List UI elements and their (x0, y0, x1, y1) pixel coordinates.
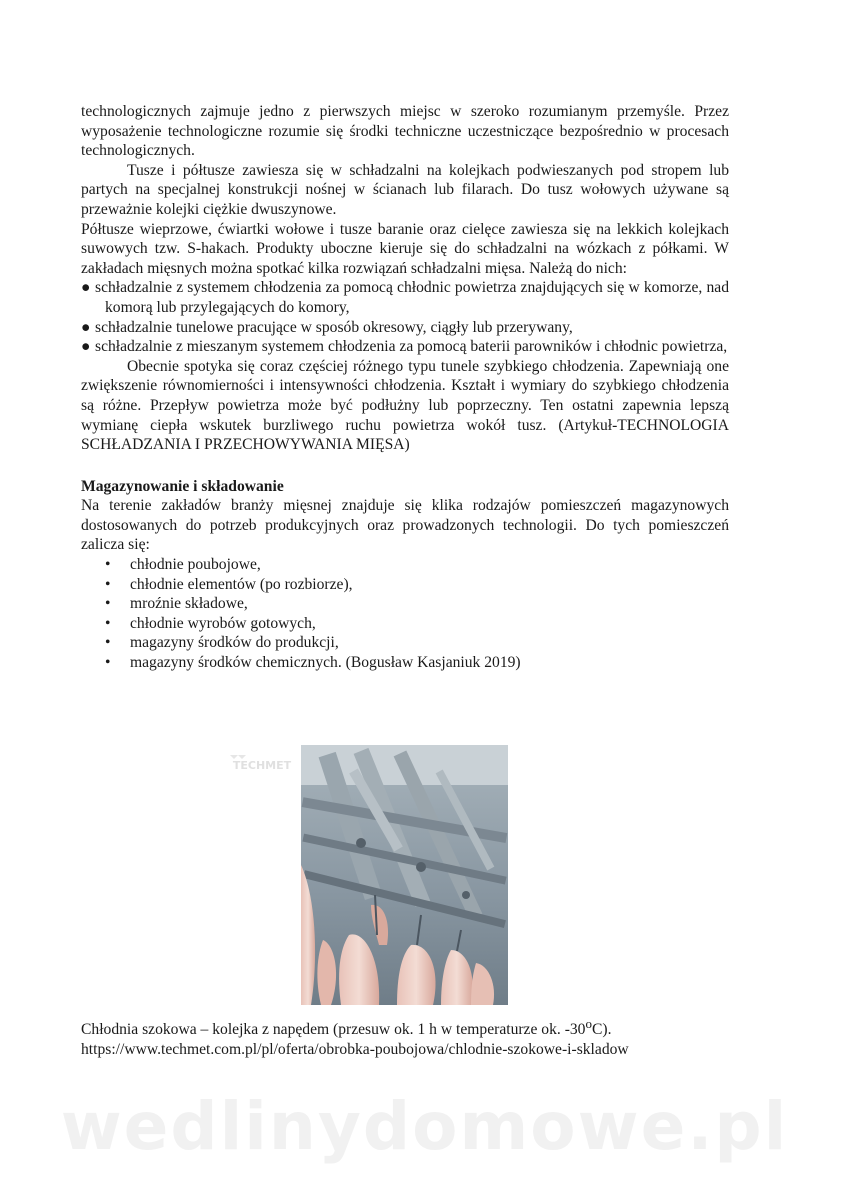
section-heading: Magazynowanie i składowanie (81, 477, 284, 495)
caption-text: Chłodnia szokowa – kolejka z napędem (przesuw ok. 1 h w temperaturze ok. -30 (81, 1021, 586, 1039)
list-item (81, 633, 729, 653)
list-item-text: schładzalnie z systemem chłodzenia za pomocą chłodnic powietrza znajdujących się w komorze, nad komorą lub przylegających do komory, (95, 279, 729, 316)
caption-text-end: C). (591, 1021, 612, 1039)
document-body (81, 102, 729, 673)
list-item-text: schładzalnie z mieszanym systemem chłodzenia za pomocą baterii parowników i chłodnic powietrza, (95, 338, 728, 356)
paragraph-half-carcass: Półtusze wieprzowe, ćwiartki wołowe i tusze baranie oraz cielęce zawiesza się na lekkich kolejkach suwowych tzw. S-hakach. Produkty uboczne kieruje się do schładzalni na wózkach z półkami. W zakładach mięsnych można spotkać kilka rozwiązań schładzalni mięsa. Należą do nich: (81, 220, 729, 277)
list-item (81, 318, 729, 338)
list-item-text: magazyny środków chemicznych. (Bogusław Kasjaniuk 2019) (130, 654, 521, 672)
section-intro: Na terenie zakładów branży mięsnej znajduje się klika rodzajów pomieszczeń magazynowych dostosowanych do potrzeb produkcyjnych oraz prowadzonych technologii. Do tych pomieszczeń zalicza się: (81, 497, 729, 554)
chiller-types-list (81, 278, 729, 356)
paragraph-tunnels: Obecnie spotyka się coraz częściej różnego typu tunele szybkiego chłodzenia. Zapewniają one zwiększenie równomierności i intensywności chłodzenia. Kształt i wymiary do szybkiego chłodzenia są różne. Przepływ powietrza może być podłużny lub poprzeczny. Ten ostatni zapewnia lepszą wymianę ciepła wskutek burzliwego ruchu powietrza wokół tusz. (Artykuł-TECHNOLOGIA SCHŁADZANIA I PRZECHOWYWANIA MIĘSA) (81, 357, 729, 454)
techmet-logo (228, 749, 292, 773)
list-item (81, 278, 729, 317)
logo-text: TECHMET (232, 759, 292, 772)
bullet-icon: • (105, 634, 111, 652)
list-item-text: chłodnie poubojowe, (130, 556, 261, 574)
paragraph-carcass-hanging: Tusze i półtusze zawiesza się w schładzalni na kolejkach podwieszanych pod stropem lub partych na specjalnej konstrukcji nośnej w ścianach lub filarach. Do tusz wołowych używane są przeważnie kolejki ciężkie dwuszynowe. (81, 161, 729, 218)
watermark: wedlinydomowe.pl (60, 1088, 789, 1165)
list-item (81, 337, 729, 357)
caption-line (81, 1014, 781, 1040)
bullet-icon: • (105, 575, 111, 593)
cold-room-rail-illustration (301, 745, 508, 1005)
list-item (81, 575, 729, 595)
figure-caption (81, 1014, 781, 1060)
bullet-icon: ● (81, 338, 91, 356)
bullet-icon: • (105, 595, 111, 613)
list-item (81, 594, 729, 614)
source-url: https://www.techmet.com.pl/pl/oferta/obrobka-poubojowa/chlodnie-szokowe-i-skladow (81, 1041, 629, 1059)
bullet-icon: ● (81, 318, 91, 336)
list-item (81, 555, 729, 575)
list-item-text: schładzalnie tunelowe pracujące w sposób okresowy, ciągły lub przerywany, (95, 318, 573, 336)
degree-sign: o (585, 1016, 592, 1031)
paragraph-intro: technologicznych zajmuje jedno z pierwszych miejsc w szeroko rozumianym przemyśle. Przez wyposażenie technologiczne rozumie się środki techniczne uczestniczące bezpośrednio w procesach technologicznych. (81, 103, 729, 160)
bullet-icon: • (105, 614, 111, 632)
list-item (81, 614, 729, 634)
list-item-text: mroźnie składowe, (130, 595, 248, 613)
list-item-text: chłodnie wyrobów gotowych, (130, 614, 316, 632)
storage-rooms-list (81, 555, 729, 673)
bullet-icon: • (105, 556, 111, 574)
list-item-text: chłodnie elementów (po rozbiorze), (130, 575, 353, 593)
bullet-icon: ● (81, 279, 91, 297)
list-item (81, 653, 729, 673)
list-item-text: magazyny środków do produkcji, (130, 634, 339, 652)
cold-room-photo (301, 745, 508, 1005)
bullet-icon: • (105, 654, 111, 672)
